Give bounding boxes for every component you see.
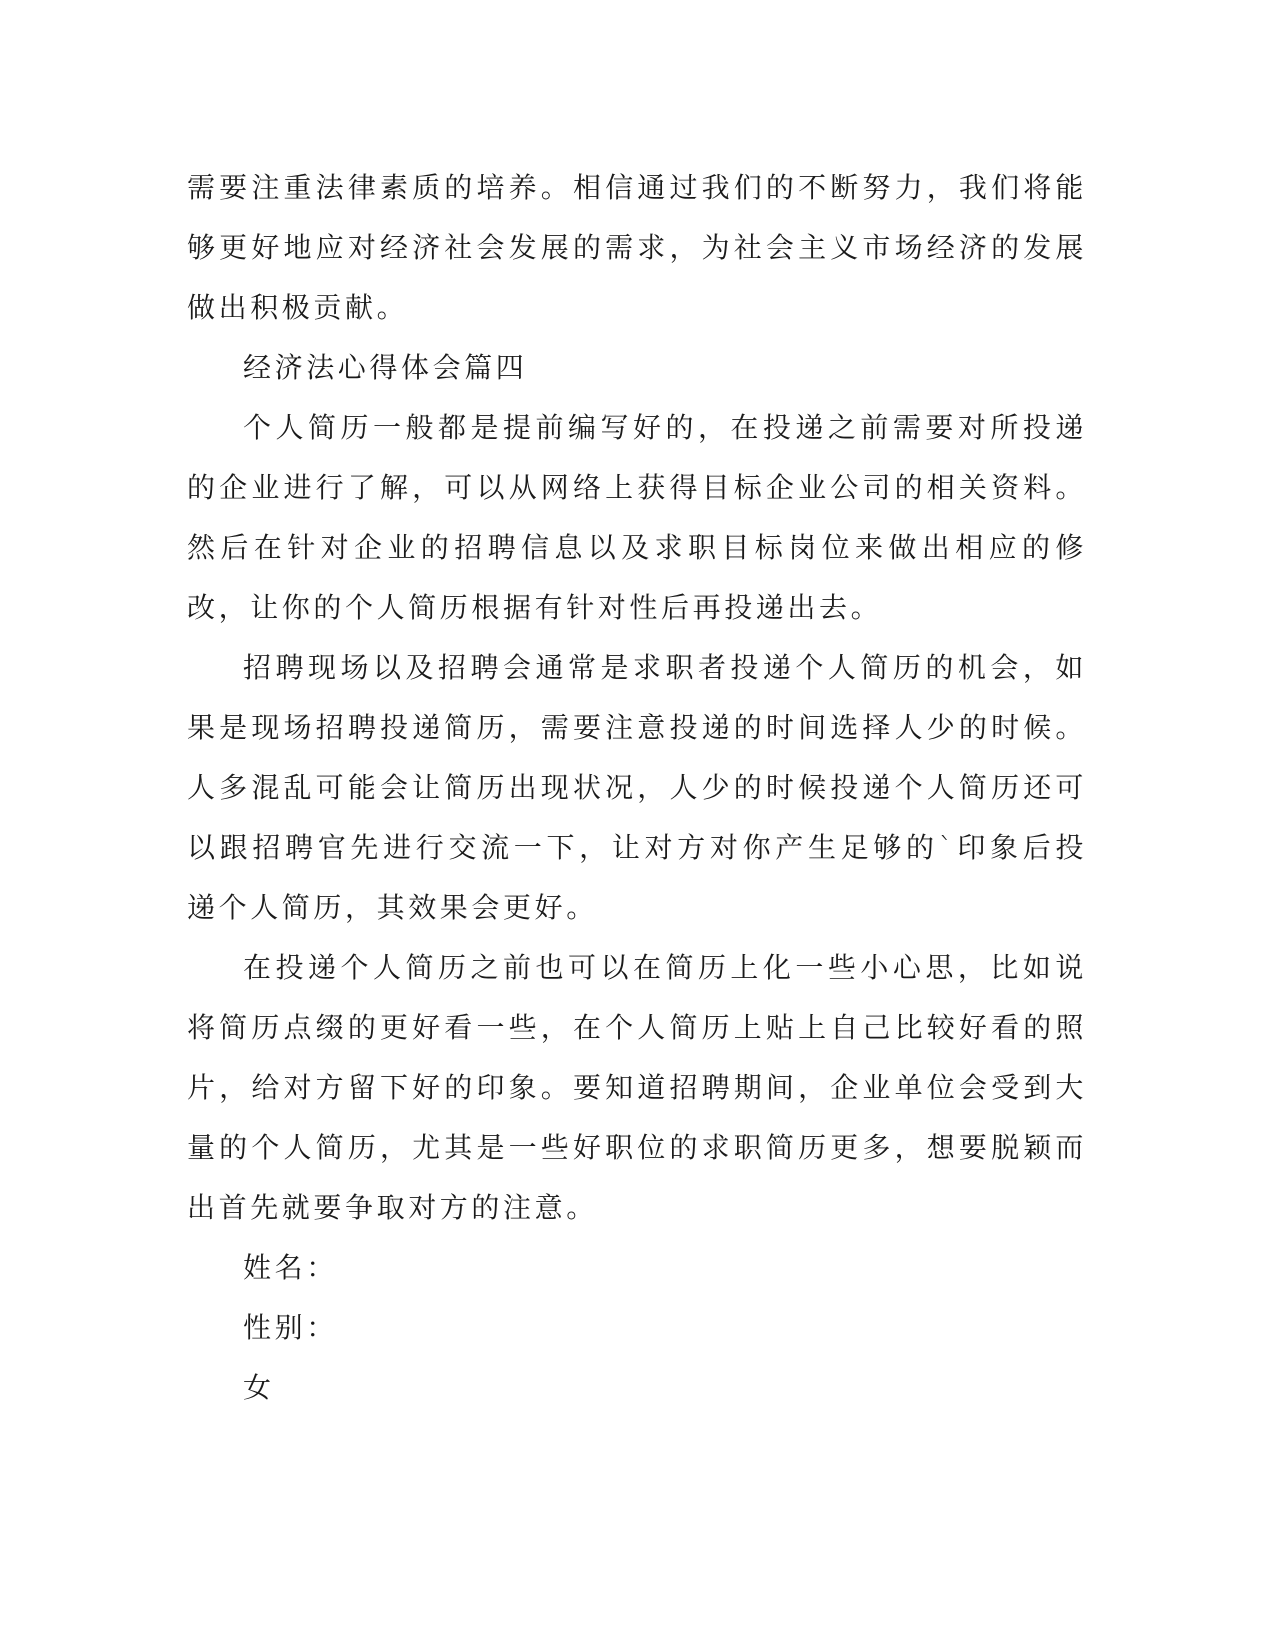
paragraph-continuation: 需要注重法律素质的培养。相信通过我们的不断努力，我们将能够更好地应对经济社会发展的需求，为社会主义市场经济的发展做出积极贡献。 — [187, 171, 1087, 324]
name-label: 姓名： — [243, 1251, 338, 1284]
paragraph-resume-design: 在投递个人简历之前也可以在简历上化一些小心思，比如说将简历点缀的更好看一些，在个人简历上贴上自己比较好看的照片，给对方留下好的印象。要知道招聘期间，企业单位会受到大量的个人简历，尤其是一些好职位的求职简历更多，想要脱颖而出首先就要争取对方的注意。 — [187, 951, 1087, 1224]
gender-value: 女 — [243, 1371, 275, 1404]
paragraph-job-fair: 招聘现场以及招聘会通常是求职者投递个人简历的机会，如果是现场招聘投递简历，需要注意投递的时间选择人少的时候。人多混乱可能会让简历出现状况，人少的时候投递个人简历还可以跟招聘官先进行交流一下，让对方对你产生足够的`印象后投递个人简历，其效果会更好。 — [187, 651, 1087, 924]
gender-label: 性别： — [243, 1311, 338, 1344]
section-heading: 经济法心得体会篇四 — [243, 351, 528, 384]
document-body — [187, 158, 1087, 1418]
paragraph-resume-preparation: 个人简历一般都是提前编写好的，在投递之前需要对所投递的企业进行了解，可以从网络上获得目标企业公司的相关资料。然后在针对企业的招聘信息以及求职目标岗位来做出相应的修改，让你的个人简历根据有针对性后再投递出去。 — [187, 411, 1087, 624]
